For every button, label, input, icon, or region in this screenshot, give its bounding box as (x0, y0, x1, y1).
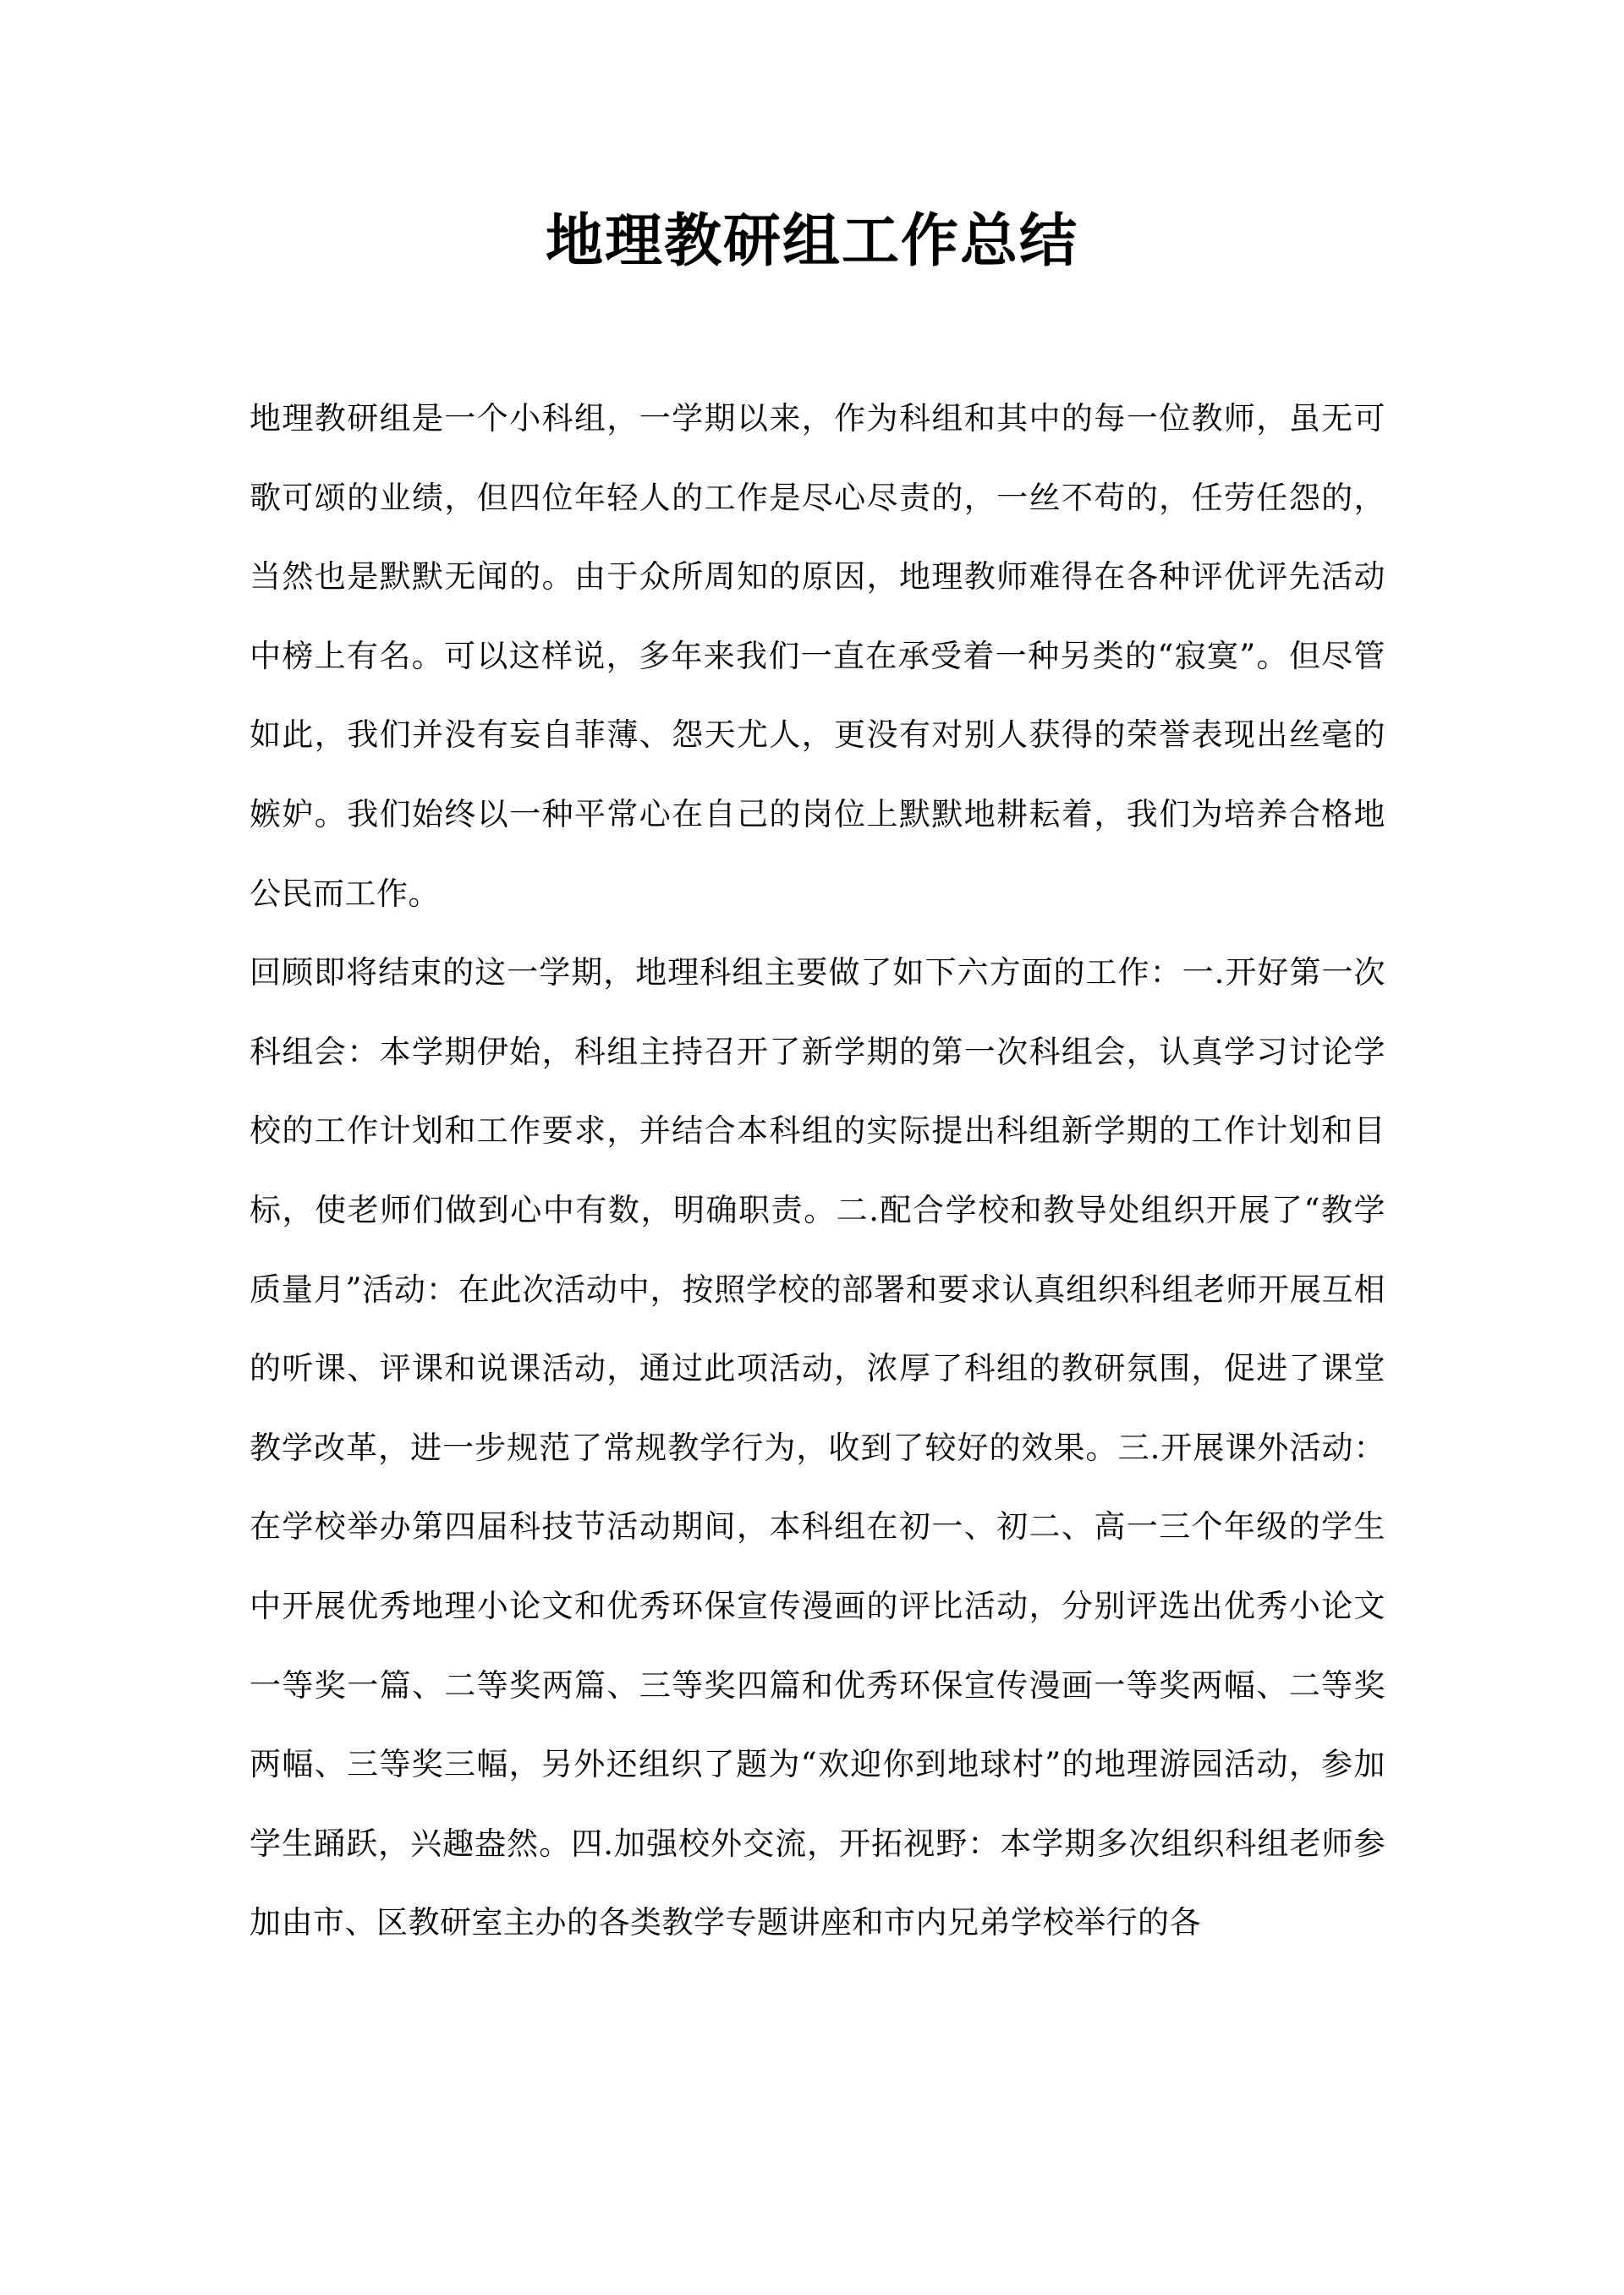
paragraph-work-review: 回顾即将结束的这一学期，地理科组主要做了如下六方面的工作：一.开好第一次科组会：本学期伊始，科组主持召开了新学期的第一次科组会，认真学习讨论学校的工作计划和工作要求，并结合本科组的实际提出科组新学期的工作计划和目标，使老师们做到心中有数，明确职责。二.配合学校和教导处组织开展了“教学质量月”活动：在此次活动中，按照学校的部署和要求认真组织科组老师开展互相的听课、评课和说课活动，通过此项活动，浓厚了科组的教研氛围，促进了课堂教学改革，进一步规范了常规教学行为，收到了较好的效果。三.开展课外活动：在学校举办第四届科技节活动期间，本科组在初一、初二、高一三个年级的学生中开展优秀地理小论文和优秀环保宣传漫画的评比活动，分别评选出优秀小论文一等奖一篇、二等奖两篇、三等奖四篇和优秀环保宣传漫画一等奖两幅、二等奖两幅、三等奖三幅，另外还组织了题为“欢迎你到地球村”的地理游园活动，参加学生踊跃，兴趣盎然。四.加强校外交流，开拓视野：本学期多次组织科组老师参加由市、区教研室主办的各类教学专题讲座和市内兄弟学校举行的各 (250, 954, 1385, 1941)
document-body (250, 379, 1385, 1963)
document-title: 地理教研组工作总结 (545, 207, 1078, 275)
paragraph-intro: 地理教研组是一个小科组，一学期以来，作为科组和其中的每一位教师，虽无可歌可颂的业绩，但四位年轻人的工作是尽心尽责的，一丝不苟的，任劳任怨的，当然也是默默无闻的。由于众所周知的原因，地理教师难得在各种评优评先活动中榜上有名。可以这样说，多年来我们一直在承受着一种另类的“寂寞”。但尽管如此，我们并没有妄自菲薄、怨天尤人，更没有对别人获得的荣誉表现出丝毫的嫉妒。我们始终以一种平常心在自己的岗位上默默地耕耘着，我们为培养合格地公民而工作。 (250, 400, 1385, 912)
